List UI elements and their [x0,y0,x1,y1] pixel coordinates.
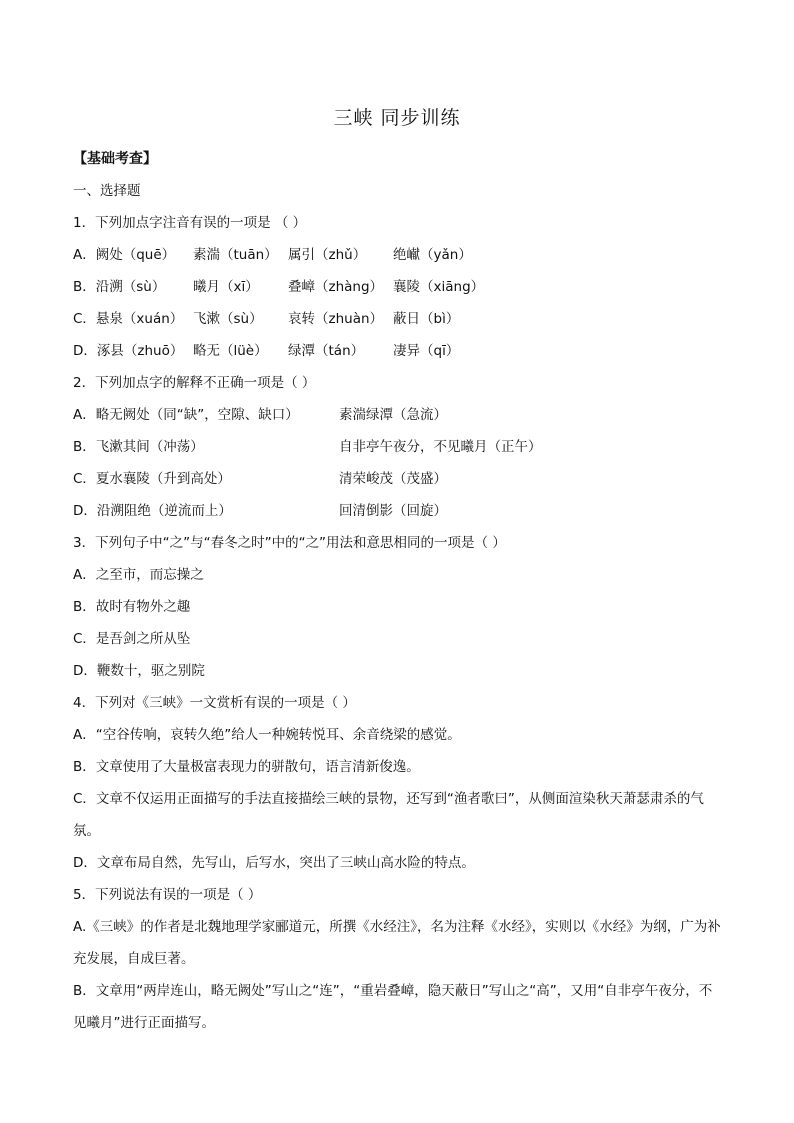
section-heading: 【基础考查】 [73,151,157,167]
option-part: C．悬泉（xuán） [73,311,184,327]
option-part: 回清倒影（回旋） [339,503,447,519]
question-1-option-a [73,239,725,271]
option-part: 素湍（tuān） [193,247,278,263]
question-4-stem: 4．下列对《三峡》一文赏析有误的一项是（ ） [73,695,356,711]
question-1-option-b [73,271,725,303]
option-part: 哀转（zhuàn） [288,311,384,327]
question-3-stem: 3．下列句子中“之”与“春冬之时”中的“之”用法和意思相同的一项是（ ） [73,535,506,551]
option-part: A．阙处（quē） [73,247,176,263]
question-3-option-b: B．故时有物外之趣 [73,599,191,615]
option-part: 蔽日（bì） [393,311,460,327]
option-part: 属引（zhǔ） [288,247,367,263]
option-part: 自非亭午夜分，不见曦月（正午） [339,439,542,455]
option-part: D．涿县（zhuō） [73,343,184,359]
question-4-option-a: A．“空谷传响，哀转久绝”给人一种婉转悦耳、余音绕梁的感觉。 [73,727,461,743]
question-3-option-a: A．之至市，而忘操之 [73,567,204,583]
question-4-option-c: C．文章不仅运用正面描写的手法直接描绘三峡的景物，还写到“渔者歌曰”，从侧面渲染秋天萧瑟肃杀的气氛。 [73,791,704,839]
option-part: 素湍绿潭（急流） [339,407,447,423]
question-2-stem: 2．下列加点字的解释不正确一项是（ ） [73,375,316,391]
part-heading: 一、选择题 [73,183,141,199]
option-part: 曦月（xī） [193,279,259,295]
question-5-stem: 5．下列说法有误的一项是（ ） [73,887,262,903]
question-5-option-a: A.《三峡》的作者是北魏地理学家郦道元，所撰《水经注》，名为注释《水经》，实则以《水经》为纲，广为补充发展，自成巨著。 [73,919,721,967]
option-part: 略无（lüè） [193,343,268,359]
option-part: B．飞漱其间（冲荡） [73,439,204,455]
document-body [73,143,725,1039]
option-part: D．沿溯阻绝（逆流而上） [73,503,232,519]
question-2-option-b [73,431,725,463]
option-part: 凄异（qī） [393,343,460,359]
option-part: 叠嶂（zhàng） [288,279,384,295]
option-part: 绿潭（tán） [288,343,365,359]
question-2-option-a [73,399,725,431]
question-3-option-d: D．鞭数十，驱之别院 [73,663,205,679]
question-2-option-d [73,495,725,527]
question-1-option-c [73,303,725,335]
page-title: 三峡 同步训练 [333,107,461,129]
question-3-option-c: C．是吾剑之所从坠 [73,631,191,647]
option-part: 绝𪩘（yǎn） [393,247,472,263]
question-4-option-d: D．文章布局自然，先写山，后写水，突出了三峡山高水险的特点。 [73,855,475,871]
question-1-stem: 1．下列加点字注音有误的一项是 （ ） [73,215,307,231]
option-part: B．沿溯（sù） [73,279,166,295]
option-part: C．夏水襄陵（升到高处） [73,471,231,487]
option-part: 飞漱（sù） [193,311,263,327]
question-4-option-b: B．文章使用了大量极富表现力的骈散句，语言清新俊逸。 [73,759,420,775]
question-2-option-c [73,463,725,495]
question-5-option-b: B．文章用“两岸连山，略无阙处”写山之“连”，“重岩叠嶂，隐天蔽日”写山之“高”，又用“自非亭午夜分，不见曦月”进行正面描写。 [73,983,713,1031]
option-part: 清荣峻茂（茂盛） [339,471,447,487]
question-1-option-d [73,335,725,367]
option-part: A．略无阙处（同“缺”，空隙、缺口） [73,407,299,423]
option-part: 襄陵（xiāng） [393,279,485,295]
